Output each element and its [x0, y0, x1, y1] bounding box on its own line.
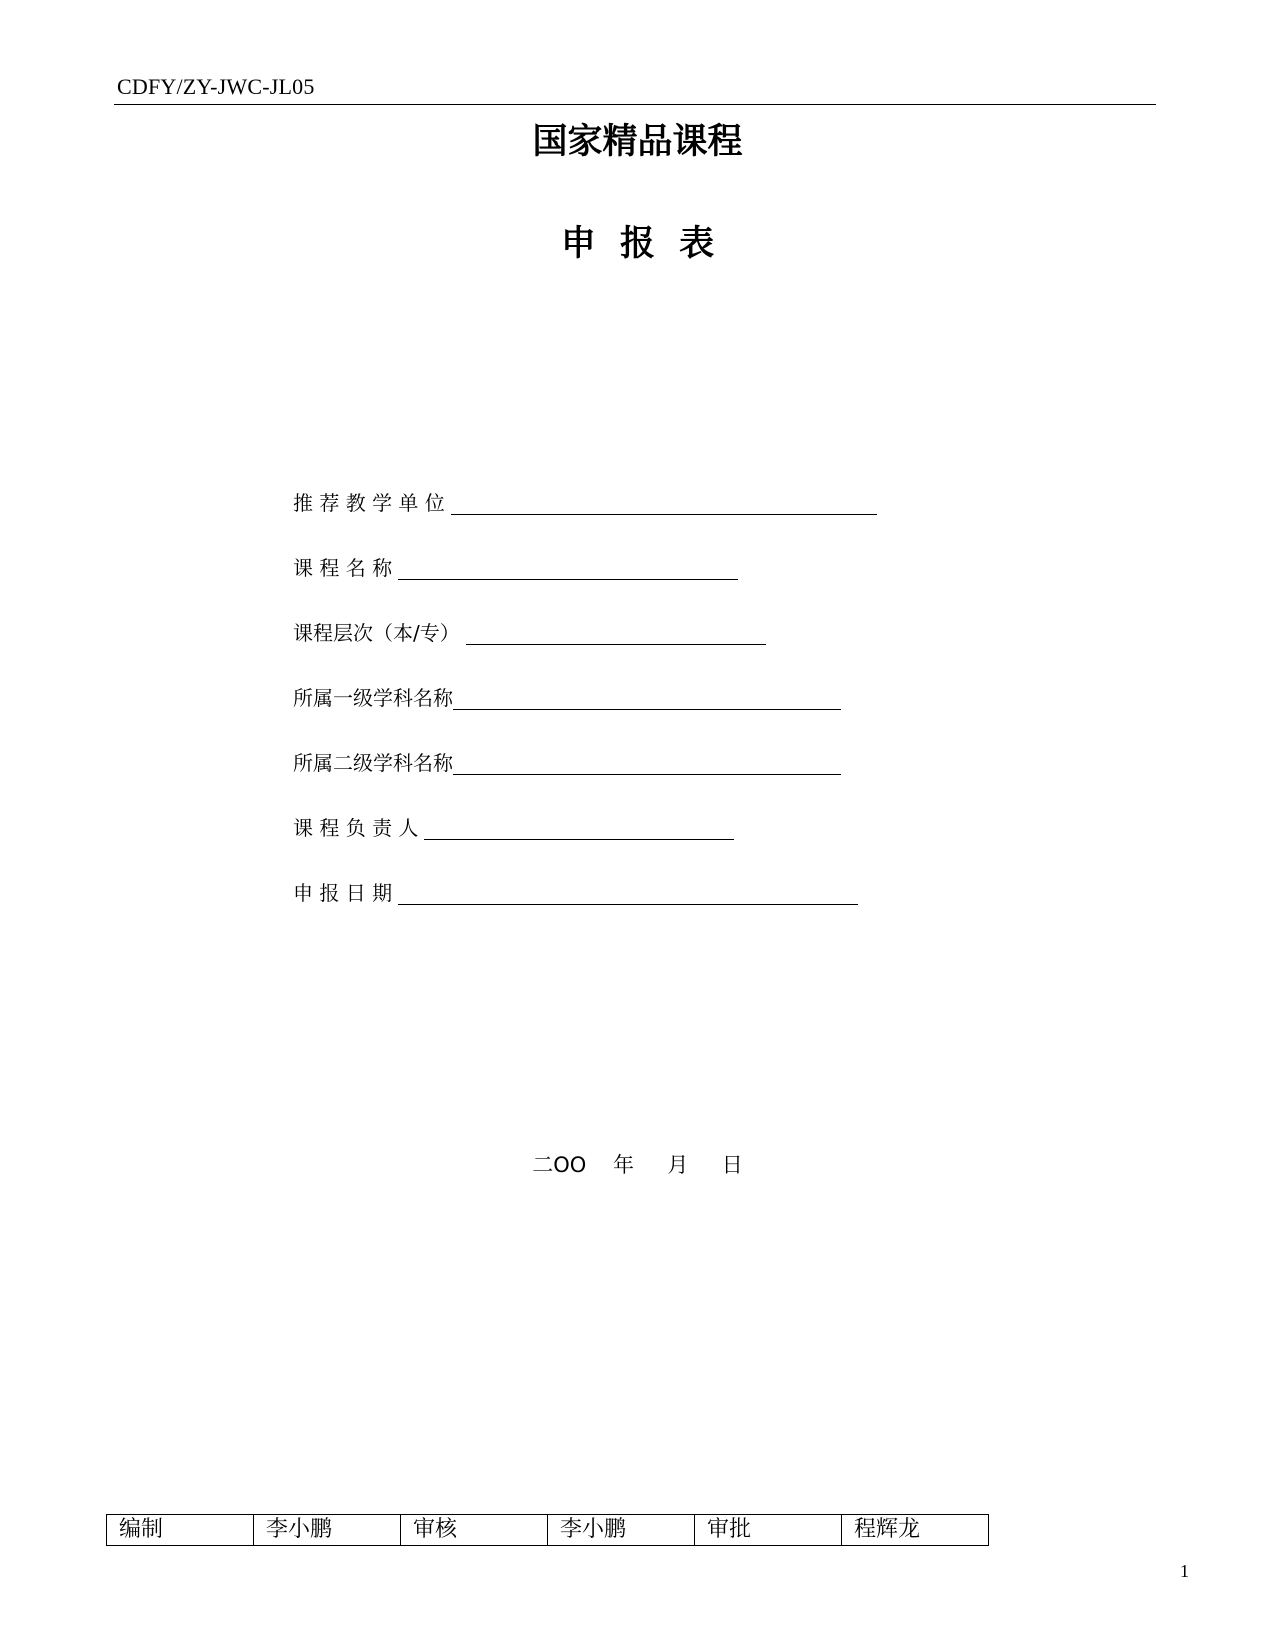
field-recommending-unit: [293, 487, 877, 517]
date-line: 二OO 年 月 日: [532, 1153, 743, 1177]
fill-in-line[interactable]: [453, 774, 841, 775]
fill-in-line[interactable]: [398, 904, 858, 905]
compiled-by-name: 李小鹏: [254, 1515, 401, 1546]
fill-in-line[interactable]: [453, 709, 841, 710]
fill-in-line[interactable]: [398, 579, 738, 580]
field-label: 申 报 日 期: [293, 881, 393, 905]
field-secondary-discipline: [293, 747, 841, 777]
field-label: 推 荐 教 学 单 位: [293, 491, 445, 515]
fill-in-line[interactable]: [424, 839, 734, 840]
field-label: 课程层次（本/专）: [293, 621, 460, 645]
field-label: 课 程 名 称: [293, 556, 393, 580]
field-label: 所属二级学科名称: [293, 751, 453, 775]
table-row: [107, 1515, 989, 1546]
field-label: 课 程 负 责 人: [293, 816, 419, 840]
approved-by-name: 程辉龙: [842, 1515, 989, 1546]
signature-table: [106, 1514, 989, 1546]
approved-by-label: 审批: [695, 1515, 842, 1546]
reviewed-by-name: 李小鹏: [548, 1515, 695, 1546]
field-application-date: [293, 877, 858, 907]
header-divider: [114, 104, 1156, 105]
field-course-lead: [293, 812, 734, 842]
field-label: 所属一级学科名称: [293, 686, 453, 710]
page-subtitle: 申 报 表: [560, 224, 715, 264]
compiled-by-label: 编制: [107, 1515, 254, 1546]
document-code: CDFY/ZY-JWC-JL05: [117, 74, 315, 99]
field-course-level: [293, 617, 766, 647]
page-number: 1: [1180, 1561, 1189, 1581]
fill-in-line[interactable]: [451, 514, 877, 515]
fill-in-line[interactable]: [466, 644, 766, 645]
reviewed-by-label: 审核: [401, 1515, 548, 1546]
page-title: 国家精品课程: [532, 122, 743, 162]
field-course-name: [293, 552, 738, 582]
field-primary-discipline: [293, 682, 841, 712]
